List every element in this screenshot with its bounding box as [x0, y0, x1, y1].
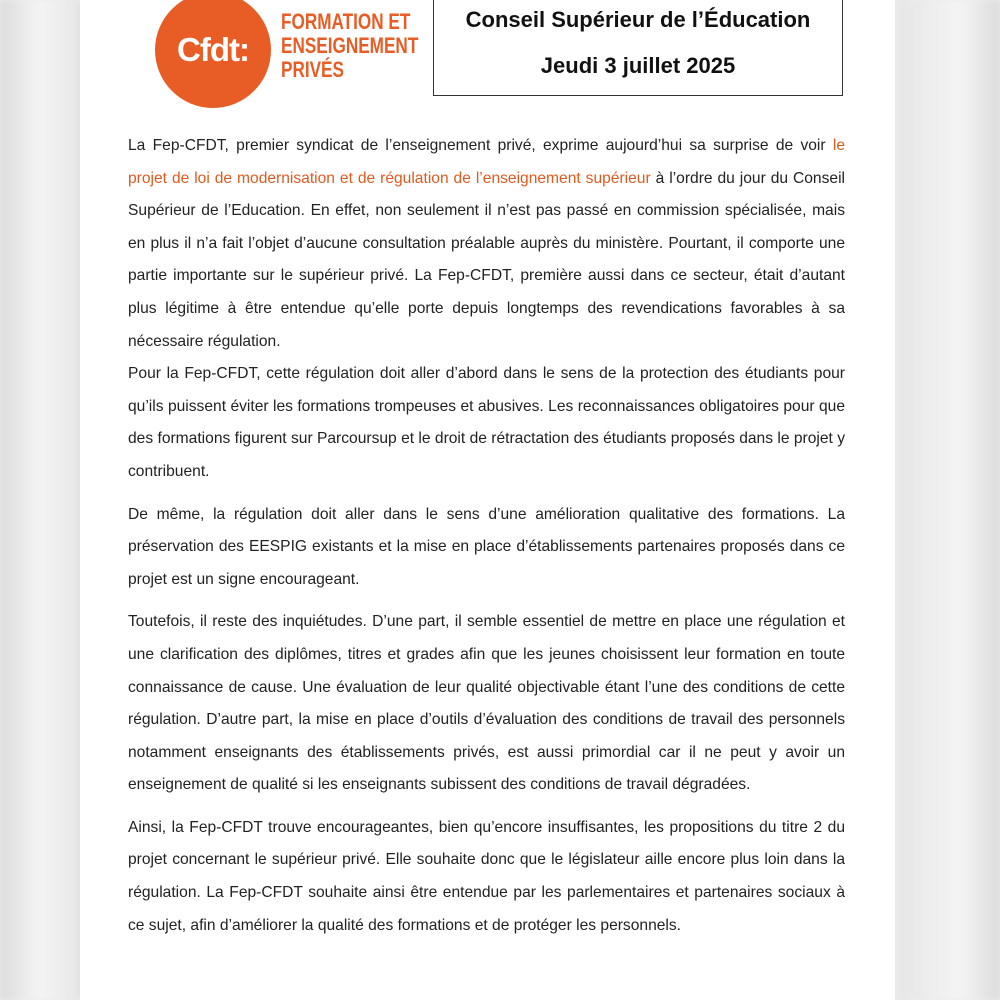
bill-title-highlight: le projet de loi de modernisation et de régulation de l’enseignement supérieur: [128, 137, 845, 187]
paragraph-5: Ainsi, la Fep-CFDT trouve encourageantes, bien qu’encore insuffisantes, les propositions du titre 2 du projet concernant le supérieur privé. Elle souhaite donc que le législateur aille encore plus loin dans la régulation. La Fep-CFDT souhaite ainsi être entendue par les parlementaires et partenaires sociaux à ce sujet, afin d’améliorer la qualité des formations et de protéger les personnels.: [128, 818, 845, 934]
paragraph-4: Toutefois, il reste des inquiétudes. D’une part, il semble essentiel de mettre en place une régulation et une clarification des diplômes, titres et grades afin que les jeunes choisissent leur formation en toute connaissance de cause. Une évaluation de leur qualité objectivable étant l’une des conditions de cette régulation. D’autre part, la mise en place d’outils d’évaluation des conditions de travail des personnels notamment enseignants des établissements privés, est aussi primordial car il ne peut y avoir un enseignement de qualité si les enseignants subissent des conditions de travail dégradées.: [128, 613, 845, 794]
paragraph-1: [128, 130, 845, 358]
cfdt-logo: [155, 0, 475, 104]
logo-line-3: PRIVÉS: [281, 57, 344, 82]
logo-mark: Cfdt:: [155, 0, 271, 108]
document-title: Conseil Supérieur de l’Éducation: [465, 7, 811, 32]
logo-line-2: ENSEIGNEMENT: [281, 33, 419, 58]
document-date: Jeudi 3 juillet 2025: [540, 53, 736, 78]
document-body: [128, 130, 845, 942]
paragraph-3: De même, la régulation doit aller dans le sens d’une amélioration qualitative des formations. La préservation des EESPIG existants et la mise en place d’établissements partenaires proposés dans ce projet est un signe encourageant.: [128, 505, 845, 588]
paragraph-2: Pour la Fep-CFDT, cette régulation doit aller d’abord dans le sens de la protection des étudiants pour qu’ils puissent éviter les formations trompeuses et abusives. Les reconnaissances obligatoires pour que des formations figurent sur Parcoursup et le droit de rétractation des étudiants proposés dans le projet y contribuent.: [128, 365, 845, 480]
logo-text: [281, 10, 437, 82]
document-page: [80, 0, 895, 1000]
paragraph-1-start: La Fep-CFDT, premier syndicat de l’enseignement privé, exprime aujourd’hui sa surprise de voir: [128, 137, 833, 154]
header-box: [433, 0, 843, 96]
logo-line-1: FORMATION ET: [281, 9, 411, 34]
paragraph-1-end: à l’ordre du jour du Conseil Supérieur de l’Education. En effet, non seulement il n’est pas passé en commission spécialisée, mais en plus il n’a fait l’objet d’aucune consultation préalable auprès du ministère. Pourtant, il comporte une partie importante sur le supérieur privé. La Fep-CFDT, première aussi dans ce secteur, était d’autant plus légitime à être entendue qu’elle porte depuis longtemps des revendications favorables à sa nécessaire régulation.: [128, 169, 845, 350]
